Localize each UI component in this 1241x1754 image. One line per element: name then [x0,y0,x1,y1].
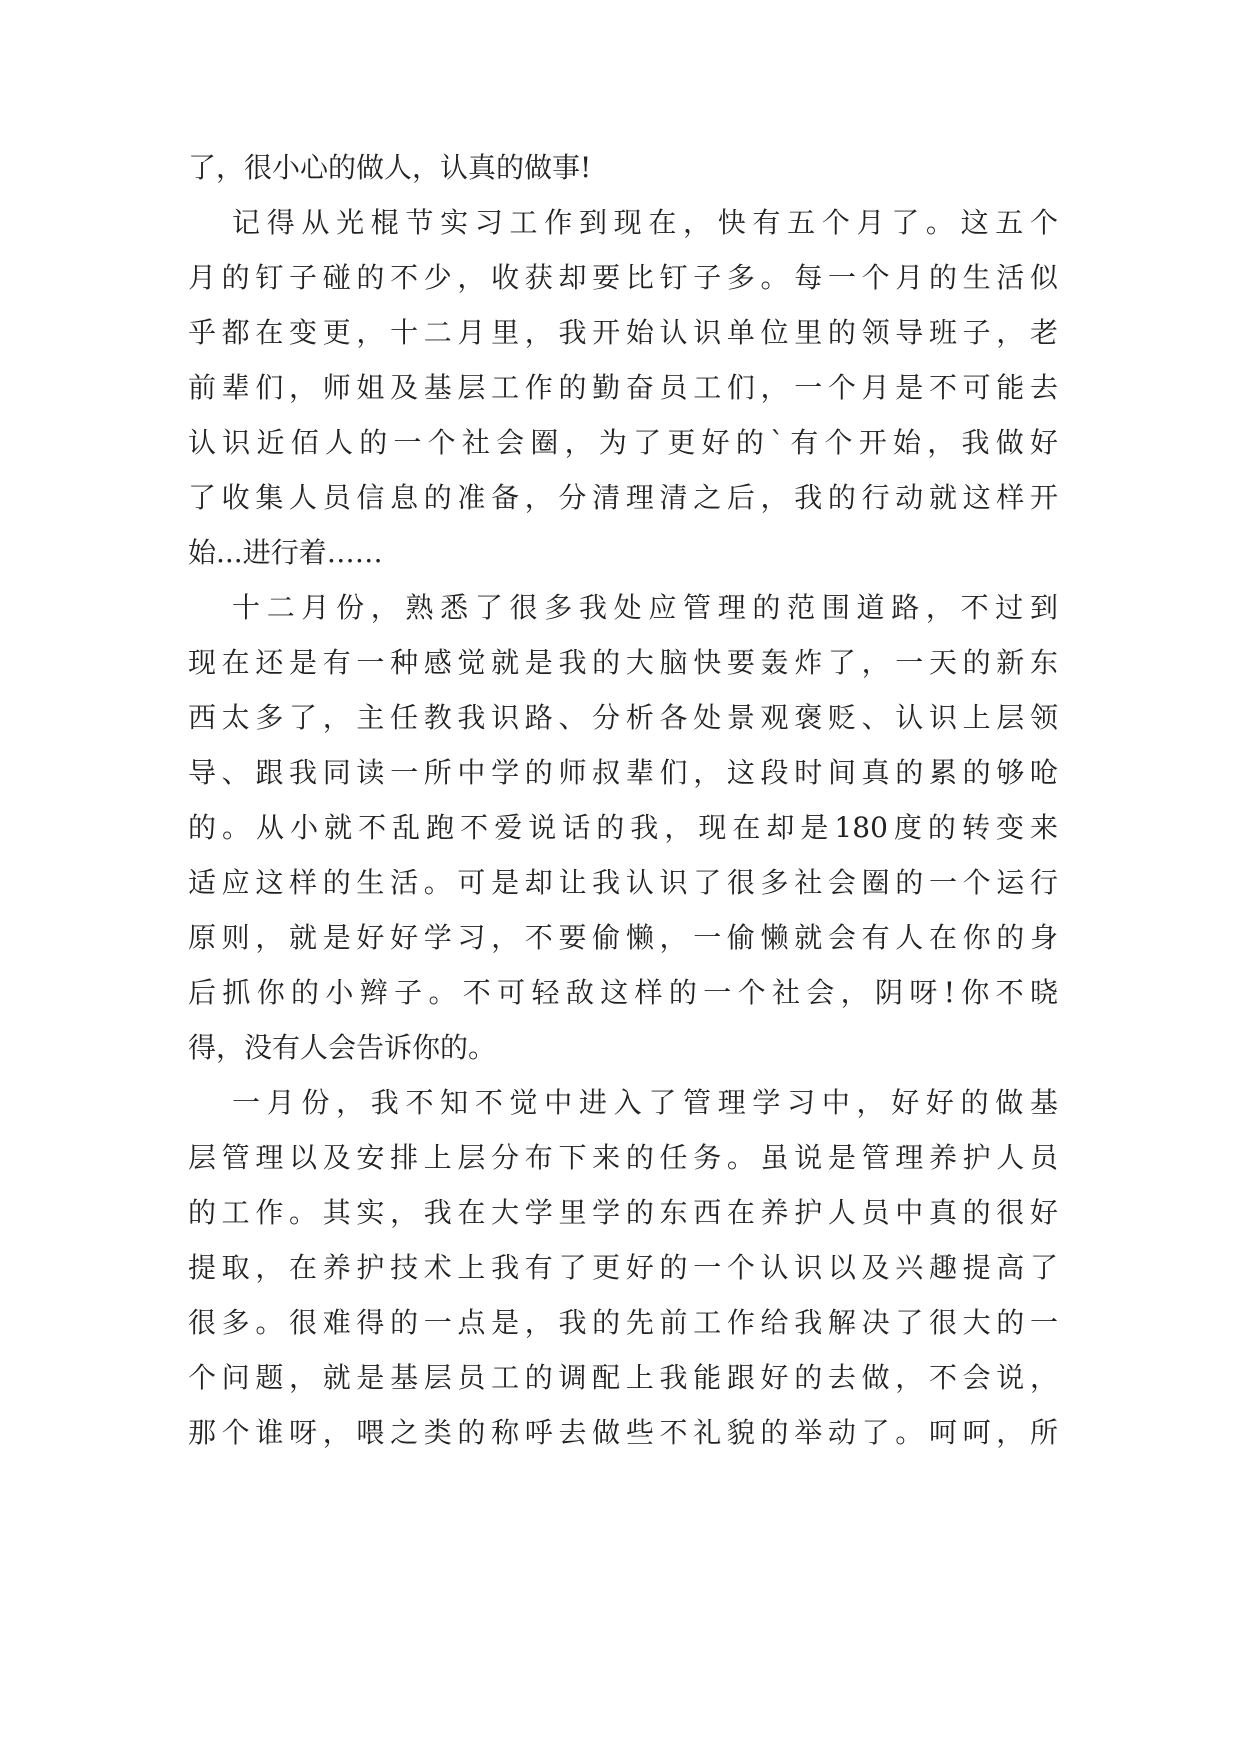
paragraph-first-line: 十二月份，熟悉了很多我处应管理的范围道路，不过到 [232,591,1058,624]
text-line: 提取，在养护技术上我有了更好的一个认识以及兴趣提高了 [188,1251,1058,1284]
text-line: 的工作。其实，我在大学里学的东西在养护人员中真的很好 [188,1196,1058,1229]
text-line: 认识近佰人的一个社会圈，为了更好的`有个开始，我做好 [188,426,1058,459]
paragraph-first-line: 记得从光棍节实习工作到现在，快有五个月了。这五个 [232,206,1058,239]
text-line: 适应这样的生活。可是却让我认识了很多社会圈的一个运行 [188,866,1058,899]
text-line: 个问题，就是基层员工的调配上我能跟好的去做，不会说， [188,1361,1058,1394]
text-line: 前辈们，师姐及基层工作的勤奋员工们，一个月是不可能去 [188,371,1058,404]
text-line: 很多。很难得的一点是，我的先前工作给我解决了很大的一 [188,1306,1058,1339]
text-line: 的。从小就不乱跑不爱说话的我，现在却是180度的转变来 [188,811,1058,844]
text-line: 月的钉子碰的不少，收获却要比钉子多。每一个月的生活似 [188,261,1058,294]
text-line: 那个谁呀，喂之类的称呼去做些不礼貌的举动了。呵呵，所 [188,1416,1058,1449]
text-line: 导、跟我同读一所中学的师叔辈们，这段时间真的累的够呛 [188,756,1058,789]
text-line: 了收集人员信息的准备，分清理清之后，我的行动就这样开 [188,481,1058,514]
text-line: 层管理以及安排上层分布下来的任务。虽说是管理养护人员 [188,1141,1058,1174]
text-line: 原则，就是好好学习，不要偷懒，一偷懒就会有人在你的身 [188,921,1058,954]
paragraph-first-line: 一月份，我不知不觉中进入了管理学习中，好好的做基 [232,1086,1058,1119]
text-line: 现在还是有一种感觉就是我的大脑快要轰炸了，一天的新东 [188,646,1058,679]
text-line: 后抓你的小辫子。不可轻敌这样的一个社会，阴呀!你不晓 [188,976,1058,1009]
text-line: 了，很小心的做人，认真的做事! [188,151,592,184]
text-line: 始...进行着…… [188,536,383,569]
text-line: 得，没有人会告诉你的。 [188,1031,497,1064]
text-line: 西太多了，主任教我识路、分析各处景观褒贬、认识上层领 [188,701,1058,734]
text-line: 乎都在变更，十二月里，我开始认识单位里的领导班子，老 [188,316,1058,349]
